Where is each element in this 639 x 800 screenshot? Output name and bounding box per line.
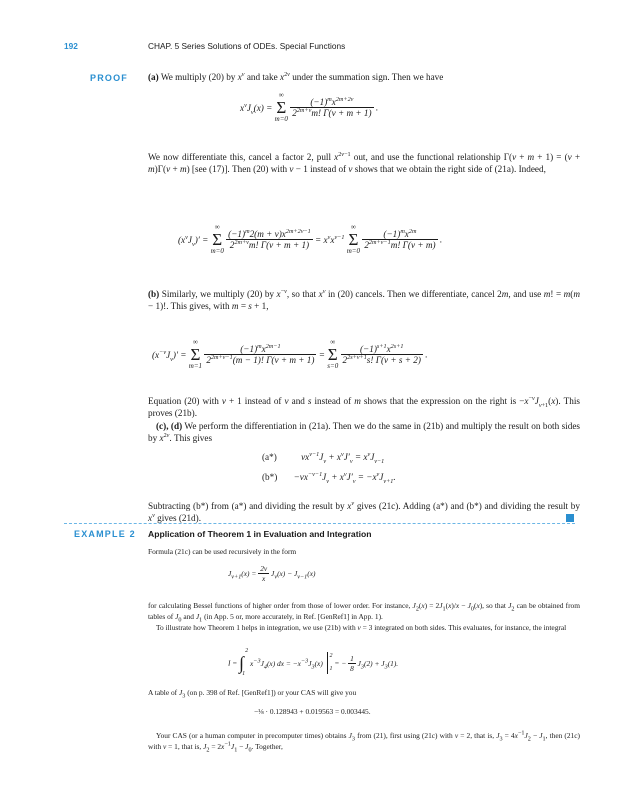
proof-closing: Subtracting (b*) from (a*) and dividing the result by $x^\nu$ gives (21c). Adding (a*) and (b*) and dividing the result by $x^\nu$ gives (21d). — [148, 499, 580, 523]
equation-a-star: (a*) $\nu x^{\nu-1}J_\nu + x^\nu J'_\nu = x^\nu J_{\nu-1}$ — [262, 450, 385, 465]
example-para-integration: To illustrate how Theorem 1 helps in integration, we use (21b) with ν = 3 integrated on both sides. This evaluates, for instance, the integral — [156, 623, 567, 632]
equation-integral: I = 2 ∫ 1 $x^{-3}J_4(x)$ dx = $-x^{-3}J_3(x)$ 2 1 = − $\frac{1}{8}$ $J_3(2) + J_3(1)$. — [228, 648, 399, 677]
equation-recursion: $J_{\nu+1}(x)$ = $\frac{2\nu}{x}$ $J_\nu(x) - J_{\nu-1}(x)$ — [228, 564, 316, 583]
proof-proves-21b: Equation (20) with ν + 1 instead of ν and s instead of m shows that the expression on the right is $-x^{-\nu}J_{\nu+1}(x)$. This proves (21b). — [148, 394, 581, 418]
proof-part-cd: (c), (d) We perform the differentiation in (21a). Then we do the same in (21b) and multiply the result on both sides by $x^{2\nu}$. This gives — [148, 421, 580, 443]
example-cas-paragraph: Your CAS (or a human computer in precomputer times) obtains $J_3$ from (21), first using (21c) with ν = 2, that is, $J_3 = 4x^{-1}J_2 - J_1$, then (21c) with ν = 1, that is, $J_2 = 2x^{-1}J_1 - J_0$. Together, — [148, 729, 580, 753]
equation-derivative-b: $(x^{-\nu}J_\nu)'$ = ∞ Σ m=1 $\frac{(-1)^mx^{2m-1}}{2^{2m+\nu-1}(m - 1)! \Gamma(\nu + m + 1)}$ = ∞ Σ s=0 $\frac{(-1)^{s+1}x^{2s+1}}{2^{2s+\nu+1}s! \Gamma(\nu + s + 2)}$ . — [152, 338, 428, 370]
example-para-higher-order: for calculating Bessel functions of higher order from those of lower order. For instance, $J_2(x) = 2J_1(x)/x - J_0(x)$, so that $J_2$ can be obtained from tables of $J_0$ and $J_1$ (in App. 5 or, more accurately, in Ref. [GenRef1] in App. 1). — [148, 601, 580, 623]
example-label: EXAMPLE 2 — [74, 529, 136, 539]
running-title: CHAP. 5 Series Solutions of ODEs. Special Functions — [148, 41, 346, 51]
example-numeric-result: −⅛ · 0.128943 + 0.019563 = 0.003445. — [254, 707, 371, 716]
proof-part-a-intro: (a) We multiply (20) by $x^\nu$ and take $x^{2\nu}$ under the summation sign. Then we have — [148, 70, 444, 82]
end-of-proof-square — [566, 514, 574, 522]
equation-b-star: $(b*) -\nu x^{-\nu-1}J_\nu + x^\nu J'_\nu = -x^\nu J_{\nu+1}$. — [262, 470, 396, 485]
equation-derivative-a: $(x^\nu J_\nu)'$ = ∞ Σ m=0 $\frac{(-1)^m2(m + \nu)x^{2m+2\nu-1}}{2^{2m+\nu}m! \Gamma(\nu + m + 1)}$ = $x^\nu x^{\nu-1}$ ∞ Σ m=0 $\frac{(-1)^mx^{2m}}{2^{2m+\nu-1}m! \Gamma(\nu + m)}$ . — [178, 223, 443, 255]
proof-differentiate-paragraph: We now differentiate this, cancel a factor 2, pull $x^{2\nu-1}$ out, and use the functional relationship Γ(ν + m + 1) = (ν + m)Γ(ν + m) [see (17)]. Then (20) with ν − 1 instead of ν shows that we obtain the right side of (21a). Indeed, — [148, 150, 580, 174]
example-title: Application of Theorem 1 in Evaluation and Integration — [148, 529, 372, 539]
section-divider — [64, 523, 575, 524]
page-number: 192 — [64, 41, 78, 51]
example-recursive-intro: Formula (21c) can be used recursively in the form — [148, 547, 297, 556]
proof-label: PROOF — [90, 73, 129, 83]
proof-part-b: (b) Similarly, we multiply (20) by $x^{-\nu}$, so that $x^\nu$ in (20) cancels. Then we differentiate, cancel 2m, and use m! = m(m − 1)!. This gives, with m = s + 1, — [148, 287, 580, 311]
example-table-line: A table of $J_3$ (on p. 398 of Ref. [GenRef1]) or your CAS will give you — [148, 688, 357, 700]
equation-xnu-jnu: $x^\nu J_\nu(x)$ = ∞ Σ m=0 $\frac{(-1)^mx^{2m+2\nu}}{2^{2m+\nu}m! \Gamma(\nu + m + 1)}$ . — [240, 91, 379, 123]
